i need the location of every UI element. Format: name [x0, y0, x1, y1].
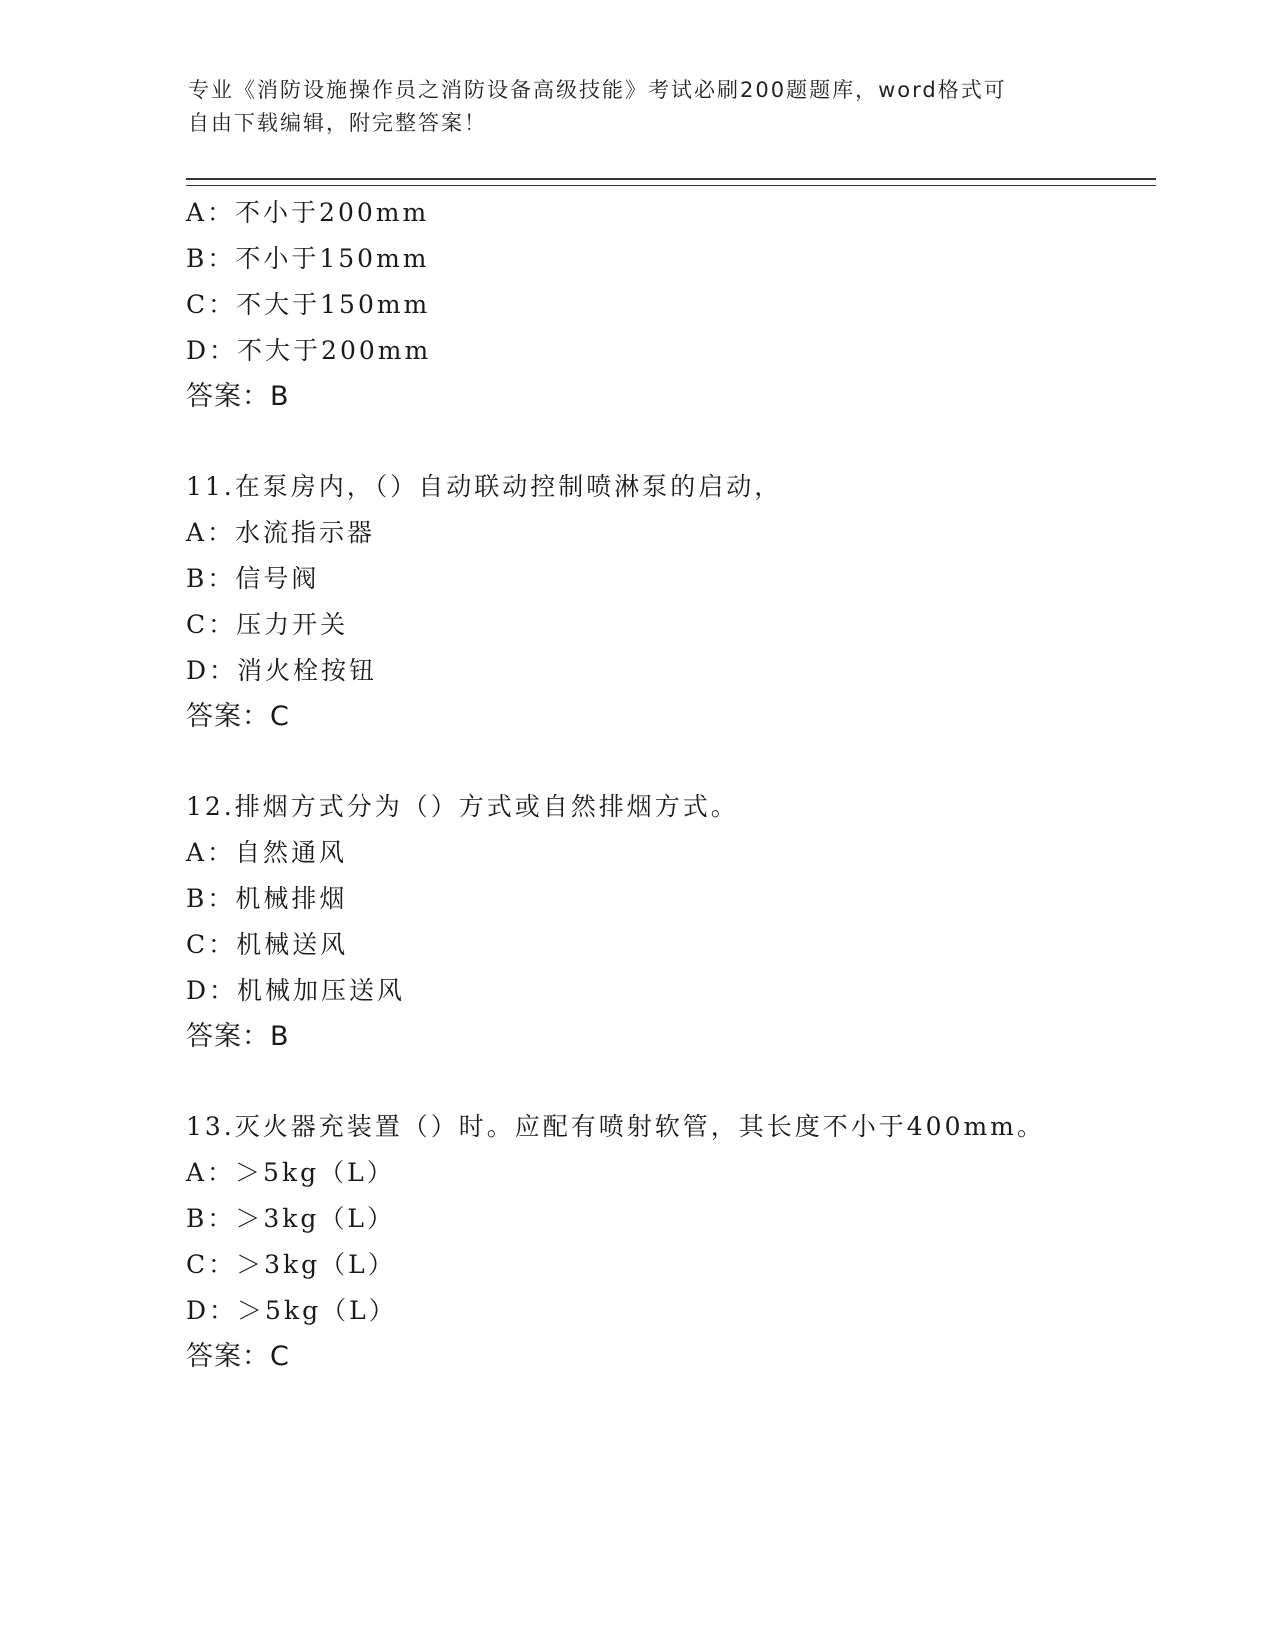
question-text: 13.灭火器充装置（）时。应配有喷射软管，其长度不小于400mm。 — [186, 1112, 1045, 1141]
option-d: D：不大于200mm — [186, 336, 432, 365]
option-b: B：＞3kg（L） — [186, 1204, 396, 1233]
option-a: A：不小于200mm — [186, 198, 430, 227]
question-block — [186, 1104, 1156, 1380]
option-c: C：不大于150mm — [186, 290, 431, 319]
option-a: A：＞5kg（L） — [186, 1158, 395, 1187]
option-c: C：机械送风 — [186, 930, 349, 959]
document-header — [188, 74, 1088, 140]
option-b: B：不小于150mm — [186, 244, 430, 273]
option-d: D：机械加压送风 — [186, 976, 406, 1005]
header-line-1: 专业《消防设施操作员之消防设备高级技能》考试必刷200题题库，word格式可 — [188, 78, 1007, 102]
question-text: 12.排烟方式分为（）方式或自然排烟方式。 — [186, 792, 739, 821]
question-list — [186, 190, 1156, 1380]
option-b: B：机械排烟 — [186, 884, 348, 913]
option-a: A：水流指示器 — [186, 518, 376, 547]
header-line-2: 自由下载编辑，附完整答案！ — [188, 111, 487, 135]
header-divider — [186, 178, 1156, 186]
question-block — [186, 190, 1156, 420]
option-d: D：消火栓按钮 — [186, 656, 378, 685]
answer-line: 答案：B — [186, 1021, 290, 1052]
spacer — [186, 420, 1156, 464]
option-d: D：＞5kg（L） — [186, 1296, 397, 1325]
question-block — [186, 784, 1156, 1060]
question-block — [186, 464, 1156, 740]
option-c: C：＞3kg（L） — [186, 1250, 396, 1279]
answer-line: 答案：B — [186, 381, 290, 412]
option-a: A：自然通风 — [186, 838, 348, 867]
spacer — [186, 740, 1156, 784]
spacer — [186, 1060, 1156, 1104]
question-text: 11.在泵房内，（）自动联动控制喷淋泵的启动， — [186, 472, 783, 501]
option-c: C：压力开关 — [186, 610, 349, 639]
answer-line: 答案：C — [186, 1341, 290, 1372]
option-b: B：信号阀 — [186, 564, 320, 593]
answer-line: 答案：C — [186, 701, 290, 732]
